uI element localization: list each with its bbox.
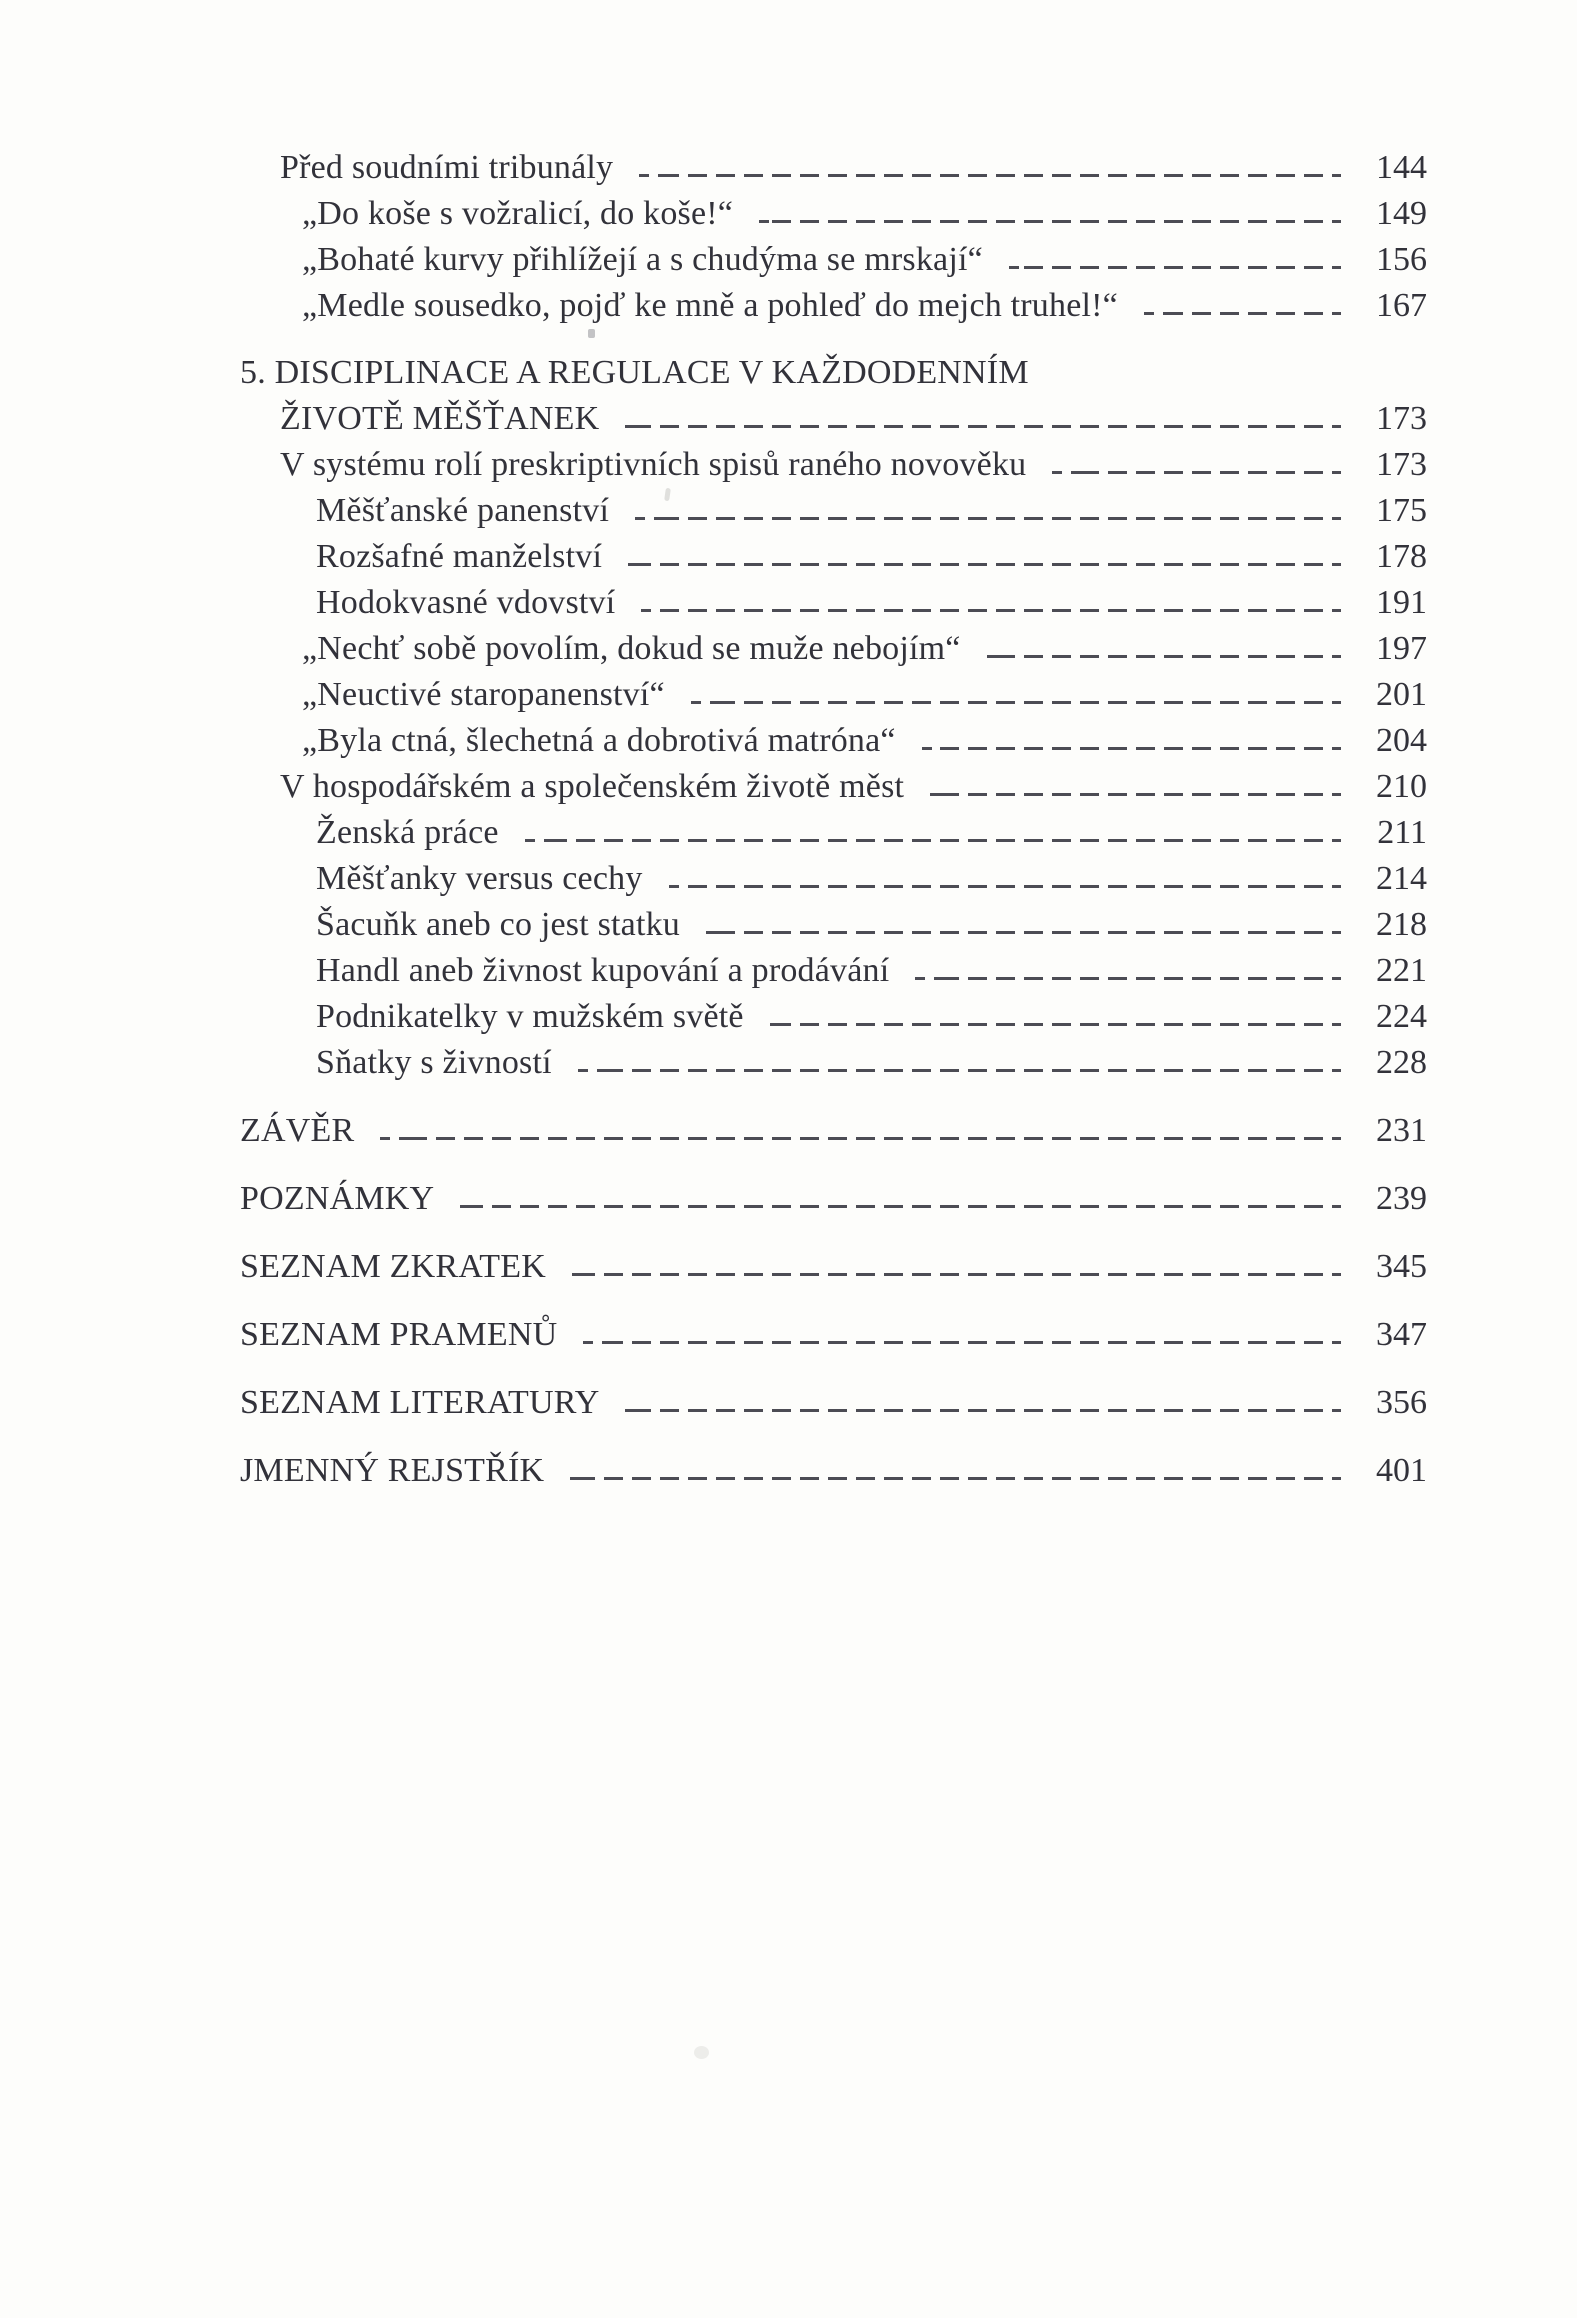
toc-entry-title: SEZNAM LITERATURY (240, 1384, 600, 1421)
toc-leader-line (625, 425, 1341, 428)
toc-page-number: 224 (1376, 998, 1427, 1035)
toc-page-number: 218 (1376, 906, 1427, 943)
toc-leader-line (691, 701, 1341, 704)
toc-leader-line (628, 563, 1341, 566)
toc-page-number: 345 (1376, 1248, 1427, 1285)
toc-entry-row (240, 1040, 1427, 1086)
toc-entry-row (240, 534, 1427, 580)
toc-leader-line (1144, 312, 1341, 315)
toc-entry-row (240, 488, 1427, 534)
toc-entry-title: 5. DISCIPLINACE A REGULACE V KAŽDODENNÍM (240, 354, 1029, 391)
toc-entry-row (240, 350, 1427, 396)
toc-page-number: 214 (1376, 860, 1427, 897)
toc-entry-title: POZNÁMKY (240, 1180, 435, 1217)
toc-entry-title: ZÁVĚR (240, 1112, 355, 1149)
toc-entry-row (240, 145, 1427, 191)
toc-leader-line (1052, 471, 1341, 474)
toc-leader-line (669, 885, 1341, 888)
toc-leader-line (572, 1273, 1341, 1276)
toc-entry-title: ŽIVOTĚ MĚŠŤANEK (280, 400, 600, 437)
toc-leader-line (770, 1023, 1341, 1026)
toc-entry-title: Měšťanské panenství (316, 492, 610, 529)
toc-page-number: 178 (1376, 538, 1427, 575)
toc-page-number: 347 (1376, 1316, 1427, 1353)
toc-entry-row (240, 1108, 1427, 1154)
toc-entry-title: Ženská práce (316, 814, 499, 851)
toc-page-number: 228 (1376, 1044, 1427, 1081)
toc-entry-row (240, 237, 1427, 283)
toc-leader-line (930, 793, 1341, 796)
toc-entry-row (240, 672, 1427, 718)
toc-entry-row (240, 442, 1427, 488)
toc-entry-title: Handl aneb živnost kupování a prodávání (316, 952, 890, 989)
toc-entry-title: V systému rolí preskriptivních spisů raného novověku (280, 446, 1027, 483)
toc-page-number: 231 (1376, 1112, 1427, 1149)
toc-entry-row (240, 810, 1427, 856)
toc-entry-title: Hodokvasné vdovství (316, 584, 616, 621)
toc-page-number: 173 (1376, 400, 1427, 437)
scan-artifact (694, 2046, 709, 2059)
toc-leader-line (625, 1409, 1341, 1412)
toc-page-number: 356 (1376, 1384, 1427, 1421)
toc-leader-line (570, 1477, 1341, 1480)
toc-entry-row (240, 1244, 1427, 1290)
toc-page-number: 175 (1376, 492, 1427, 529)
toc-entry-title: „Byla ctná, šlechetná a dobrotivá matróna“ (302, 722, 896, 759)
toc-entry-title: Sňatky s živností (316, 1044, 552, 1081)
toc-entry-row (240, 580, 1427, 626)
toc-page-number: 239 (1376, 1180, 1427, 1217)
toc-leader-line (639, 174, 1341, 177)
toc-entry-row (240, 948, 1427, 994)
toc-entry-title: „Bohaté kurvy přihlížejí a s chudýma se mrskají“ (302, 241, 983, 278)
toc-entry-title: „Do koše s vožralicí, do koše!“ (302, 195, 734, 232)
toc-entry-row (240, 902, 1427, 948)
toc-entry-title: SEZNAM PRAMENŮ (240, 1316, 558, 1353)
toc-leader-line (706, 931, 1341, 934)
toc-entry-title: Před soudními tribunály (280, 149, 614, 186)
toc-entry-row (240, 396, 1427, 442)
toc-entry-row (240, 1312, 1427, 1358)
toc-leader-line (1009, 266, 1341, 269)
toc-page-number: 204 (1376, 722, 1427, 759)
toc-page-number: 201 (1376, 676, 1427, 713)
toc-entry-row (240, 764, 1427, 810)
toc-page-number: 156 (1376, 241, 1427, 278)
toc-entry-row (240, 856, 1427, 902)
toc-entry-row (240, 718, 1427, 764)
toc-entry-row (240, 191, 1427, 237)
toc-entry-title: Podnikatelky v mužském světě (316, 998, 744, 1035)
toc-page-number: 173 (1376, 446, 1427, 483)
toc-page-number: 210 (1376, 768, 1427, 805)
toc-page-number: 211 (1377, 814, 1427, 851)
toc-leader-line (922, 747, 1341, 750)
toc-page-number: 191 (1376, 584, 1427, 621)
toc-page-number: 149 (1376, 195, 1427, 232)
toc-entry-title: Šacuňk aneb co jest statku (316, 906, 680, 943)
toc-entry-title: SEZNAM ZKRATEK (240, 1248, 546, 1285)
toc-leader-line (583, 1341, 1341, 1344)
toc-page-number: 401 (1376, 1452, 1427, 1489)
toc-entry-row (240, 1448, 1427, 1494)
table-of-contents (240, 145, 1427, 1494)
toc-entry-row (240, 626, 1427, 672)
toc-page-number: 197 (1376, 630, 1427, 667)
toc-leader-line (460, 1205, 1341, 1208)
toc-leader-line (525, 839, 1341, 842)
toc-entry-title: „Neuctivé staropanenství“ (302, 676, 665, 713)
toc-leader-line (987, 655, 1341, 658)
toc-leader-line (578, 1069, 1341, 1072)
toc-entry-title: JMENNÝ REJSTŘÍK (240, 1452, 545, 1489)
toc-entry-row (240, 1176, 1427, 1222)
toc-entry-title: „Nechť sobě povolím, dokud se muže nebojím“ (302, 630, 961, 667)
toc-page-number: 144 (1376, 149, 1427, 186)
toc-leader-line (635, 517, 1341, 520)
toc-entry-title: Měšťanky versus cechy (316, 860, 643, 897)
toc-entry-title: V hospodářském a společenském životě měst (280, 768, 905, 805)
toc-entry-title: Rozšafné manželství (316, 538, 603, 575)
toc-entry-title: „Medle sousedko, pojď ke mně a pohleď do mejch truhel!“ (302, 287, 1118, 324)
toc-leader-line (380, 1137, 1341, 1140)
toc-page-number: 221 (1376, 952, 1427, 989)
toc-entry-row (240, 1380, 1427, 1426)
toc-entry-row (240, 994, 1427, 1040)
toc-page-number: 167 (1376, 287, 1427, 324)
toc-leader-line (641, 609, 1341, 612)
toc-leader-line (915, 977, 1341, 980)
toc-entry-row (240, 283, 1427, 329)
toc-leader-line (759, 220, 1341, 223)
